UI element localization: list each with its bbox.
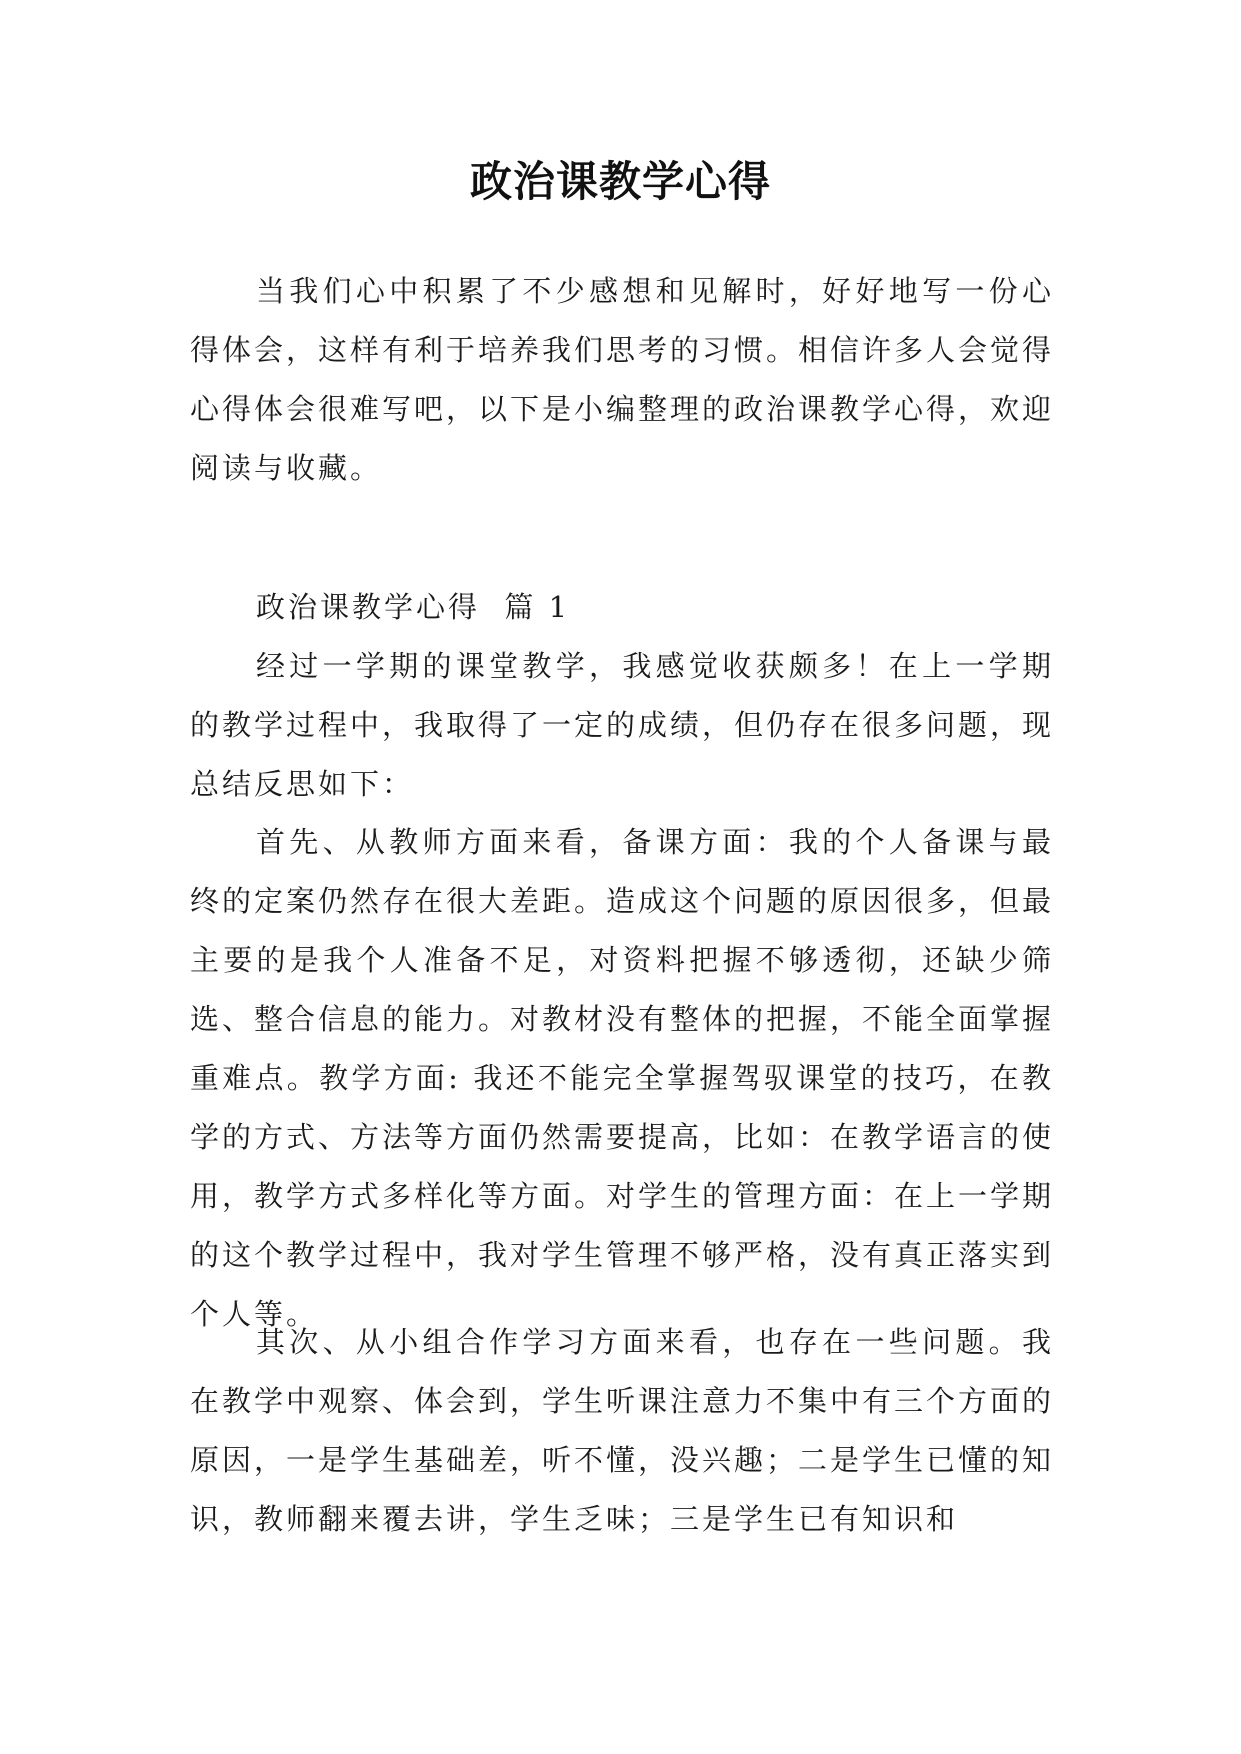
body-paragraph-1: 经过一学期的课堂教学，我感觉收获颇多！在上一学期的教学过程中，我取得了一定的成绩，但仍存在很多问题，现总结反思如下： — [190, 649, 1055, 801]
section-heading: 政治课教学心得 篇 1 — [256, 590, 571, 624]
body-paragraph-2: 首先、从教师方面来看，备课方面：我的个人备课与最终的定案仍然存在很大差距。造成这个问题的原因很多，但最主要的是我个人准备不足，对资料把握不够透彻，还缺少筛选、整合信息的能力。对教材没有整体的把握，不能全面掌握重难点。教学方面: 我还不能完全掌握驾驭课堂的技巧，在教学的方式、方法等方面仍然需要提高，比如：在教学语言的使用，教学方式多样化等方面。对学生的管理方面：在上一学期的这个教学过程中，我对学生管理不够严格，没有真正落实到个人等。 — [190, 825, 1055, 1331]
body-paragraph-3: 其次、从小组合作学习方面来看，也存在一些问题。我在教学中观察、体会到，学生听课注意力不集中有三个方面的原因，一是学生基础差，听不懂，没兴趣；二是学生已懂的知识，教师翻来覆去讲，学生乏味；三是学生已有知识和 — [190, 1325, 1055, 1536]
intro-paragraph: 当我们心中积累了不少感想和见解时，好好地写一份心得体会，这样有利于培养我们思考的习惯。相信许多人会觉得心得体会很难写吧，以下是小编整理的政治课教学心得，欢迎阅读与收藏。 — [190, 274, 1055, 485]
document-title: 政治课教学心得 — [469, 157, 771, 206]
